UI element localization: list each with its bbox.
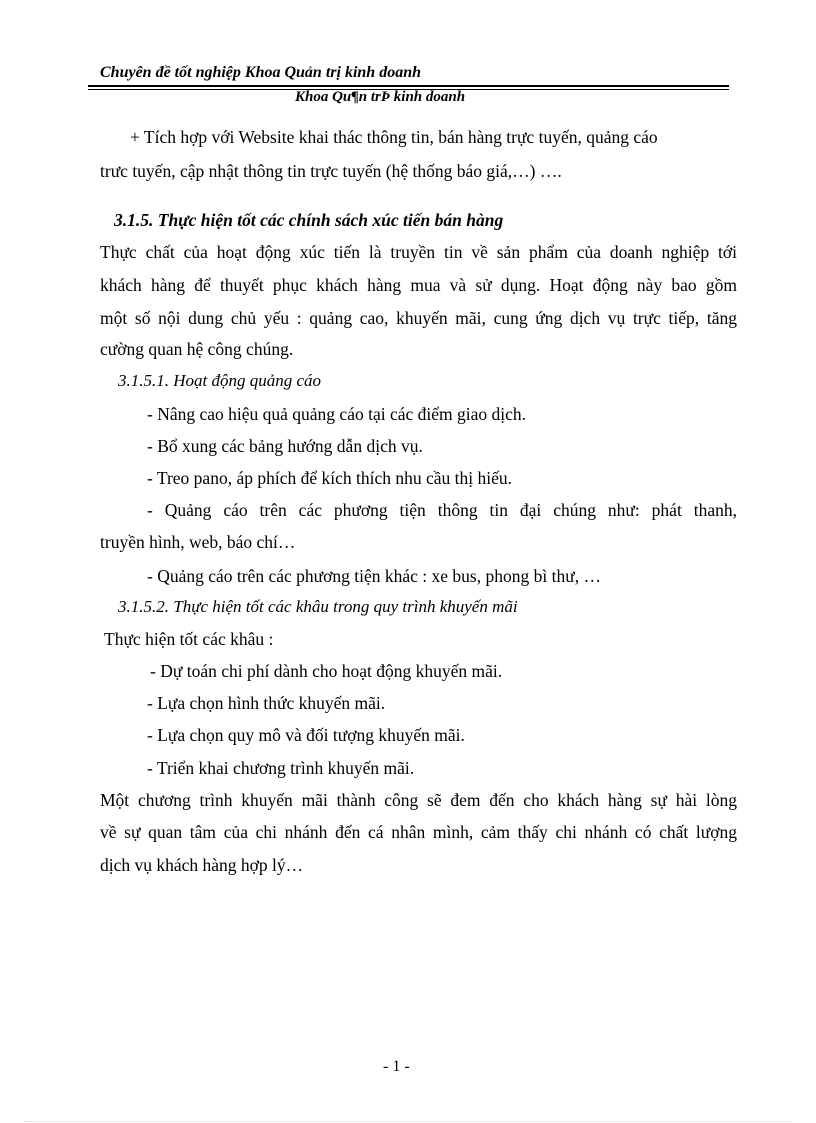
list-item: - Lựa chọn quy mô và đối tượng khuyến mãi. bbox=[147, 725, 465, 745]
para1-line-3: một số nội dung chủ yếu : quảng cao, khuyến mãi, cung ứng dịch vụ trực tiếp, tăng bbox=[100, 308, 737, 328]
page-number: - 1 - bbox=[383, 1058, 410, 1075]
list-item: - Quảng cáo trên các phương tiện khác : xe bus, phong bì thư, … bbox=[147, 566, 601, 586]
para1-line-4: cường quan hệ công chúng. bbox=[100, 339, 294, 359]
para2-line-1: Một chương trình khuyến mãi thành công sẽ đem đến cho khách hàng sự hài lòng bbox=[100, 790, 737, 810]
list-item: - Bổ xung các bảng hướng dẫn dịch vụ. bbox=[147, 436, 423, 456]
para2-line-2: về sự quan tâm của chi nhánh đến cá nhân mình, cảm thấy chi nhánh có chất lượng bbox=[100, 822, 737, 842]
page-bottom-edge bbox=[24, 1121, 794, 1122]
list-item-continuation: truyền hình, web, báo chí… bbox=[100, 532, 296, 552]
section-heading: 3.1.5. Thực hiện tốt các chính sách xúc tiến bán hàng bbox=[114, 210, 504, 230]
intro-line-1: + Tích hợp với Website khai thác thông tin, bán hàng trực tuyến, quảng cáo bbox=[130, 127, 658, 147]
header-title: Chuyên đề tốt nghiệp Khoa Quản trị kinh doanh bbox=[100, 64, 421, 81]
header-rule-thick bbox=[88, 85, 729, 87]
list-item: - Lựa chọn hình thức khuyến mãi. bbox=[147, 693, 386, 713]
list-item: - Triển khai chương trình khuyến mãi. bbox=[147, 758, 415, 778]
para1-line-2: khách hàng để thuyết phục khách hàng mua và sử dụng. Hoạt động này bao gồm bbox=[100, 275, 737, 295]
list-item: - Nâng cao hiệu quả quảng cáo tại các điểm giao dịch. bbox=[147, 404, 527, 424]
list-item: - Treo pano, áp phích để kích thích nhu cầu thị hiếu. bbox=[147, 468, 512, 488]
intro-line-2: trưc tuyến, cập nhật thông tin trực tuyến (hệ thống báo giá,…) …. bbox=[100, 161, 562, 181]
subsection-2-heading: 3.1.5.2. Thực hiện tốt các khâu trong quy trình khuyến mãi bbox=[118, 597, 518, 616]
header-subtitle: Khoa Qu¶n trÞ kinh doanh bbox=[295, 89, 466, 105]
subsection-2-intro: Thực hiện tốt các khâu : bbox=[104, 629, 274, 649]
subsection-1-heading: 3.1.5.1. Hoạt động quảng cáo bbox=[118, 371, 322, 390]
para2-line-3: dịch vụ khách hàng hợp lý… bbox=[100, 855, 304, 875]
list-item: - Quảng cáo trên các phương tiện thông tin đại chúng như: phát thanh, bbox=[147, 500, 737, 520]
para1-line-1: Thực chất của hoạt động xúc tiến là truyền tin về sản phẩm của doanh nghiệp tới bbox=[100, 242, 737, 262]
list-item: - Dự toán chi phí dành cho hoạt động khuyến mãi. bbox=[150, 661, 503, 681]
